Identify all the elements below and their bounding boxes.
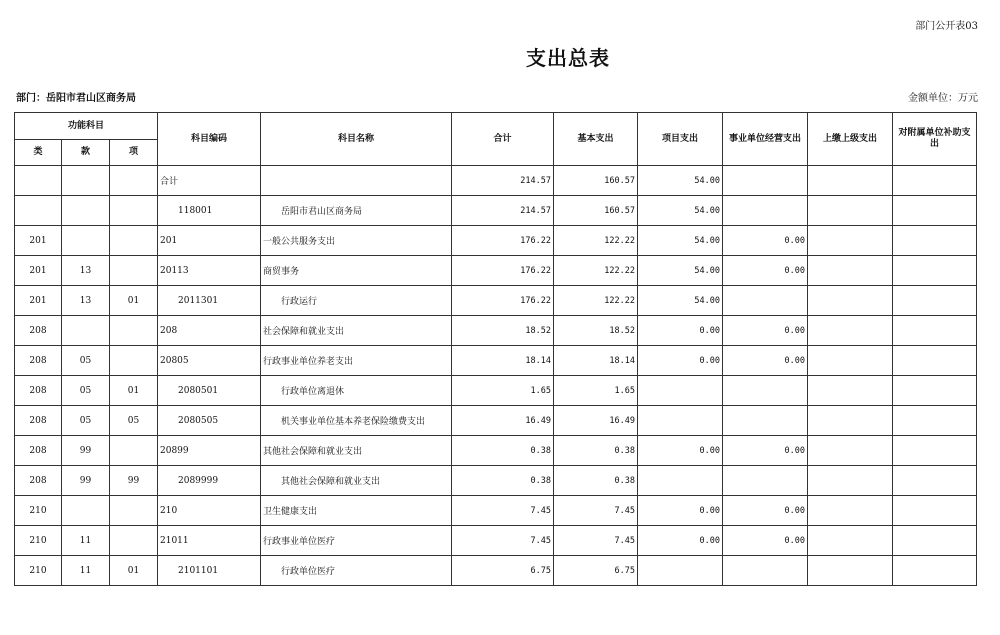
- cell-subsidy: [893, 316, 977, 346]
- header-total: 合计: [452, 113, 554, 166]
- cell-lei: 201: [15, 226, 62, 256]
- cell-total: 1.65: [452, 376, 554, 406]
- cell-lei: 208: [15, 406, 62, 436]
- cell-project: 54.00: [638, 196, 723, 226]
- cell-subsidy: [893, 556, 977, 586]
- table-row: [15, 256, 977, 286]
- cell-upper: [808, 226, 893, 256]
- cell-subsidy: [893, 166, 977, 196]
- cell-name: 卫生健康支出: [261, 496, 452, 526]
- cell-name: 行政事业单位医疗: [261, 526, 452, 556]
- cell-total: 7.45: [452, 526, 554, 556]
- cell-upper: [808, 166, 893, 196]
- table-row: [15, 496, 977, 526]
- cell-code: 20113: [158, 256, 261, 286]
- cell-total: 6.75: [452, 556, 554, 586]
- cell-project: [638, 376, 723, 406]
- cell-enterprise: 0.00: [723, 526, 808, 556]
- cell-lei: [15, 196, 62, 226]
- cell-name: 一般公共服务支出: [261, 226, 452, 256]
- header-enterprise-operating: 事业单位经营支出: [723, 113, 808, 166]
- cell-basic: 1.65: [554, 376, 638, 406]
- cell-total: 16.49: [452, 406, 554, 436]
- cell-enterprise: [723, 556, 808, 586]
- header-function-subject: 功能科目: [15, 113, 158, 140]
- table-row: [15, 526, 977, 556]
- cell-xiang: [110, 316, 158, 346]
- cell-name: 商贸事务: [261, 256, 452, 286]
- cell-xiang: 01: [110, 286, 158, 316]
- cell-code: 20899: [158, 436, 261, 466]
- cell-name: 其他社会保障和就业支出: [261, 436, 452, 466]
- cell-name: 社会保障和就业支出: [261, 316, 452, 346]
- cell-upper: [808, 466, 893, 496]
- cell-upper: [808, 406, 893, 436]
- cell-xiang: [110, 166, 158, 196]
- cell-basic: 7.45: [554, 496, 638, 526]
- cell-project: 54.00: [638, 166, 723, 196]
- cell-enterprise: [723, 466, 808, 496]
- cell-xiang: 99: [110, 466, 158, 496]
- cell-basic: 18.52: [554, 316, 638, 346]
- cell-code: 2089999: [158, 466, 261, 496]
- header-subsidiary-subsidy: 对附属单位补助支出: [893, 113, 977, 166]
- cell-total: 214.57: [452, 166, 554, 196]
- cell-project: [638, 466, 723, 496]
- cell-kuan: 11: [62, 556, 110, 586]
- cell-project: 0.00: [638, 316, 723, 346]
- table-row: [15, 436, 977, 466]
- cell-upper: [808, 556, 893, 586]
- cell-basic: 0.38: [554, 436, 638, 466]
- cell-kuan: 99: [62, 436, 110, 466]
- cell-enterprise: [723, 166, 808, 196]
- cell-lei: 201: [15, 256, 62, 286]
- cell-total: 176.22: [452, 286, 554, 316]
- table-row: [15, 406, 977, 436]
- cell-upper: [808, 496, 893, 526]
- cell-name: 行政单位医疗: [261, 556, 452, 586]
- cell-subsidy: [893, 346, 977, 376]
- cell-xiang: [110, 196, 158, 226]
- cell-lei: 210: [15, 526, 62, 556]
- cell-code: 2011301: [158, 286, 261, 316]
- header-basic-expenditure: 基本支出: [554, 113, 638, 166]
- cell-lei: 201: [15, 286, 62, 316]
- header-subject-name: 科目名称: [261, 113, 452, 166]
- cell-lei: 208: [15, 466, 62, 496]
- table-row: [15, 346, 977, 376]
- header-xiang: 项: [110, 140, 158, 166]
- cell-kuan: [62, 226, 110, 256]
- cell-upper: [808, 436, 893, 466]
- cell-lei: 208: [15, 346, 62, 376]
- cell-enterprise: [723, 196, 808, 226]
- amount-unit-label: 金额单位：万元: [908, 93, 978, 104]
- header-lei: 类: [15, 140, 62, 166]
- cell-enterprise: 0.00: [723, 316, 808, 346]
- cell-subsidy: [893, 376, 977, 406]
- cell-basic: 18.14: [554, 346, 638, 376]
- cell-enterprise: 0.00: [723, 226, 808, 256]
- cell-lei: 208: [15, 316, 62, 346]
- header-kuan: 款: [62, 140, 110, 166]
- cell-xiang: [110, 436, 158, 466]
- cell-basic: 122.22: [554, 286, 638, 316]
- cell-enterprise: [723, 406, 808, 436]
- cell-xiang: [110, 526, 158, 556]
- cell-project: 0.00: [638, 526, 723, 556]
- cell-xiang: 01: [110, 376, 158, 406]
- cell-name: 行政运行: [261, 286, 452, 316]
- cell-xiang: [110, 226, 158, 256]
- cell-project: 54.00: [638, 256, 723, 286]
- table-row: [15, 226, 977, 256]
- cell-name: 岳阳市君山区商务局: [261, 196, 452, 226]
- cell-lei: 210: [15, 556, 62, 586]
- cell-code: 2101101: [158, 556, 261, 586]
- table-row: [15, 376, 977, 406]
- cell-name: 其他社会保障和就业支出: [261, 466, 452, 496]
- cell-enterprise: 0.00: [723, 496, 808, 526]
- cell-kuan: [62, 316, 110, 346]
- cell-xiang: [110, 256, 158, 286]
- expenditure-table: [14, 112, 977, 586]
- cell-project: 54.00: [638, 286, 723, 316]
- cell-code: 208: [158, 316, 261, 346]
- cell-xiang: 05: [110, 406, 158, 436]
- cell-total: 18.14: [452, 346, 554, 376]
- cell-total: 18.52: [452, 316, 554, 346]
- cell-enterprise: [723, 376, 808, 406]
- cell-code: 21011: [158, 526, 261, 556]
- cell-upper: [808, 526, 893, 556]
- cell-basic: 122.22: [554, 226, 638, 256]
- cell-lei: 208: [15, 436, 62, 466]
- cell-name: 行政事业单位养老支出: [261, 346, 452, 376]
- cell-enterprise: [723, 286, 808, 316]
- cell-kuan: 99: [62, 466, 110, 496]
- cell-subsidy: [893, 226, 977, 256]
- cell-basic: 6.75: [554, 556, 638, 586]
- cell-basic: 160.57: [554, 196, 638, 226]
- cell-code: 合计: [158, 166, 261, 196]
- cell-name: [261, 166, 452, 196]
- cell-upper: [808, 256, 893, 286]
- cell-kuan: [62, 196, 110, 226]
- cell-code: 118001: [158, 196, 261, 226]
- cell-project: 0.00: [638, 436, 723, 466]
- cell-name: 行政单位离退休: [261, 376, 452, 406]
- header-upper-remittance: 上缴上级支出: [808, 113, 893, 166]
- cell-upper: [808, 376, 893, 406]
- cell-upper: [808, 196, 893, 226]
- cell-name: 机关事业单位基本养老保险缴费支出: [261, 406, 452, 436]
- cell-basic: 160.57: [554, 166, 638, 196]
- cell-basic: 16.49: [554, 406, 638, 436]
- table-row: [15, 286, 977, 316]
- cell-subsidy: [893, 256, 977, 286]
- cell-enterprise: 0.00: [723, 436, 808, 466]
- cell-total: 7.45: [452, 496, 554, 526]
- cell-total: 0.38: [452, 436, 554, 466]
- cell-code: 2080505: [158, 406, 261, 436]
- cell-subsidy: [893, 466, 977, 496]
- cell-total: 0.38: [452, 466, 554, 496]
- form-number-label: 部门公开表03: [915, 21, 978, 32]
- cell-basic: 0.38: [554, 466, 638, 496]
- cell-code: 2080501: [158, 376, 261, 406]
- cell-project: [638, 556, 723, 586]
- cell-subsidy: [893, 406, 977, 436]
- cell-subsidy: [893, 286, 977, 316]
- cell-kuan: 05: [62, 376, 110, 406]
- cell-subsidy: [893, 496, 977, 526]
- cell-kuan: 13: [62, 286, 110, 316]
- cell-upper: [808, 316, 893, 346]
- department-label: 部门：岳阳市君山区商务局: [16, 93, 136, 104]
- cell-xiang: 01: [110, 556, 158, 586]
- page-title: 支出总表: [526, 46, 610, 70]
- cell-code: 201: [158, 226, 261, 256]
- cell-project: [638, 406, 723, 436]
- cell-subsidy: [893, 436, 977, 466]
- table-row: [15, 316, 977, 346]
- cell-code: 20805: [158, 346, 261, 376]
- cell-kuan: [62, 166, 110, 196]
- table-row: [15, 466, 977, 496]
- cell-lei: [15, 166, 62, 196]
- header-subject-code: 科目编码: [158, 113, 261, 166]
- table-row: [15, 166, 977, 196]
- cell-enterprise: 0.00: [723, 256, 808, 286]
- cell-upper: [808, 346, 893, 376]
- cell-upper: [808, 286, 893, 316]
- table-row: [15, 556, 977, 586]
- cell-project: 0.00: [638, 346, 723, 376]
- cell-basic: 7.45: [554, 526, 638, 556]
- table-row: [15, 196, 977, 226]
- cell-kuan: 05: [62, 346, 110, 376]
- cell-kuan: 13: [62, 256, 110, 286]
- cell-xiang: [110, 496, 158, 526]
- cell-kuan: 11: [62, 526, 110, 556]
- cell-subsidy: [893, 196, 977, 226]
- cell-kuan: [62, 496, 110, 526]
- cell-subsidy: [893, 526, 977, 556]
- cell-xiang: [110, 346, 158, 376]
- cell-total: 176.22: [452, 256, 554, 286]
- cell-total: 176.22: [452, 226, 554, 256]
- cell-project: 54.00: [638, 226, 723, 256]
- cell-lei: 210: [15, 496, 62, 526]
- cell-lei: 208: [15, 376, 62, 406]
- header-project-expenditure: 项目支出: [638, 113, 723, 166]
- cell-total: 214.57: [452, 196, 554, 226]
- cell-basic: 122.22: [554, 256, 638, 286]
- cell-kuan: 05: [62, 406, 110, 436]
- cell-code: 210: [158, 496, 261, 526]
- cell-project: 0.00: [638, 496, 723, 526]
- cell-enterprise: 0.00: [723, 346, 808, 376]
